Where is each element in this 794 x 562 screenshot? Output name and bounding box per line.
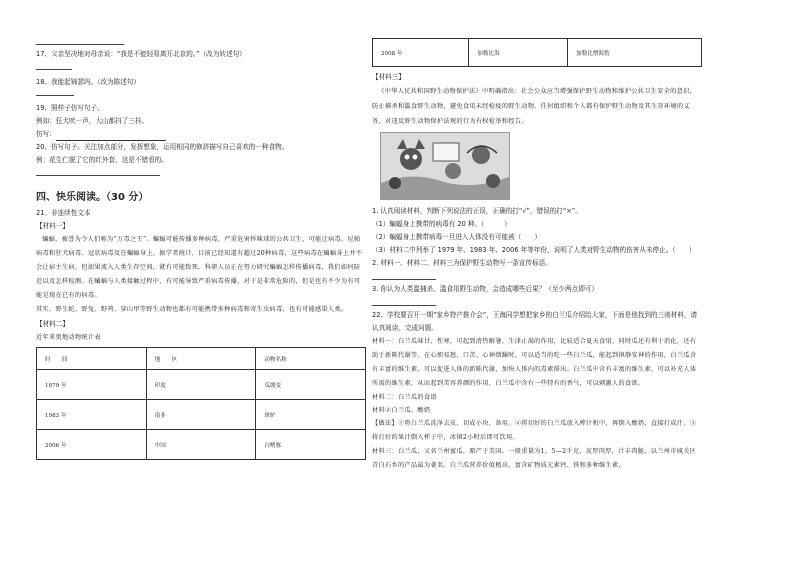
left-column [36,38,366,556]
table-cell: 1983 年 [37,400,147,430]
table-header-row [37,348,366,370]
question-20: 20、仿写句子。关注加点部分，发挥想象，运用相同的修辞描写自己喜欢的一种食物。 [36,143,289,151]
material-1-baelan: 材料一：白兰瓜味甘、性寒，可起到清热解暑、生津止渴的作用，比较适合夏天食用，同时瓜还有利于消化，还有助于新陈代谢等。在心烦易怒、口苦、心神烦躁时，可以适当的吃一些白兰瓜，能起到镇静安神的作用，白兰瓜含有丰富的维生素，可以促进人体的新陈代谢，加快人体内的毒素排出。白兰瓜中含有丰富的维生素，可以补充人体所需的维生素，从而起到美容养颜的作用，白兰瓜中含有一些特有的香气，可以刺激人的食欲。 [372,338,697,387]
extinct-animals-table [36,347,366,460]
question-1-b-text: （2）蝙蝠身上携带病毒一旦进入人体没有可能被 [372,233,515,241]
question-19-example: 例如：狂犬吠一声，大山都抖了三抖。 [36,117,149,125]
question-2: 2. 材料一、材料二、材料三为保护野生动物写一条宣传标语。 [372,259,552,267]
answer-line [372,305,436,306]
question-21: 21、非连续性文本 [36,209,91,217]
question-22: 22、学校要召开一期“家乡特产推介会”，王海同学想把家乡的白兰瓜介绍给大家，下面是他找到的三则材料，请认真阅读、完成问题。 [372,311,698,332]
table-row [37,370,366,400]
right-column [372,38,702,556]
answer-line [36,95,74,96]
question-17: 17、父亲坚决地对母亲说：“我是不能轻易离开北京的。”（改为转述句） [36,50,246,58]
cartoon-illustration-icon [381,133,509,199]
answer-line [36,175,160,176]
question-19-fill [36,128,366,141]
wildlife-illustration [380,132,510,200]
table-row [37,400,366,430]
table-cell: 南非 [146,400,256,430]
table-row [373,39,702,67]
answer-line [36,44,124,45]
material-1-text-2: 其实，野生蛇、野兔、野鸡、穿山甲等野生动物也都有可能携带多种病毒和寄生虫病毒，也有可能感染人类。 [36,306,348,313]
material-3-baelan: 材料三：白兰瓜，又名兰州蜜瓜，原产于美国。一般重量为1，5—2千克，皮厚肉厚，汁丰肉脆，以兰州市城关区青白石乡的产品最为著名。白兰瓜营养价值极高，富含矿物质元素钙、铁和多种维生素， [372,448,697,469]
question-20-example: 例：花生仁脱了它的红外套，这是不错看的。 [36,156,168,164]
fill-label: 仿写： [36,130,56,138]
table-cell: 瓜坡变 [256,370,366,400]
table-header-cell: 时 间 [37,348,147,370]
table-cell: 加勒比海 [469,39,568,67]
question-1: 1. 认真阅读材料，判断下列说法的正误，正确的打“√”，错误的打“×”。 [372,207,582,215]
section-heading: 四、快乐阅读。（30 分） [36,192,149,203]
extinct-animals-table-continued [372,38,702,67]
material-1-text: 蝙蝠，被誉为令人们称为“万毒之王”。蝙蝠可能传播多种病毒，严重危害怀咪球的公共卫生，可能让病毒、尼帕病毒和狂犬病毒、冠状病毒及在蝙蝠身上。据学者统计，目前已经知道有超过20种病毒，这些病毒在蝙蝠身上并不会让宿主生病，但如果流入人类生存空间，就有可能致死。科研人员正在努力研究蝙蝠怎样传播病毒，我们如何防范以及怎样检测。在蝙蝠与人类接触过程中，有可能导致严重病毒传播，对于是非常危险的，但是也有不少为有可能是现在已有的病毒。 [36,236,363,299]
material-1-label: 【材料一】 [36,222,69,230]
question-1-b-blank: （ ） [514,233,542,241]
material-2-method: 【做法】①将白兰瓜洗净去皮、切成小块，备用。②将切好的白兰瓜放入榨汁机中，再倒入酸奶，直接打成汁。③将打好的果汁倒入杯子中，冰镇2小时后即可饮用。 [372,420,697,441]
question-1-c: （3）材料二中列举了 1979 年、1983 年、2006 年等年份，说明了人类对野生动物的伤害从未停止。（ ） [372,246,696,254]
material-3-text: 《中华人民共和国野生动物保护法》中明确指出：社会公众应当增强保护野生动物和维护公共卫生安全的意识，防止捕杀和滥食野生动物，避免食用未经检疫的野生动物。任何组织和个人都有保护野生动物及其生存环境的义务，对违反野生动物保护法规的行为有权检举和控告。 [372,88,697,125]
table-header-cell: 地 区 [146,348,256,370]
answer-line [36,69,72,70]
material-2-label: 【材料二】 [36,320,69,328]
table-row [37,430,366,460]
question-1-b [372,231,702,244]
table-cell: 印度 [146,370,256,400]
answer-line [372,279,436,280]
table-cell: 1979 年 [37,370,147,400]
table-cell: 中国 [146,430,256,460]
material-3-label: 【材料三】 [372,73,405,81]
question-3: 3. 你认为人类滥捕杀、滥食用野生动物，会造成哪些后果？（至少两点即可） [372,285,598,293]
table-caption: 近年来更地动物统计表 [36,334,101,341]
question-19: 19、照样子仿写句子。 [36,104,104,112]
table-header-cell: 动物名称 [256,348,366,370]
table-cell: 白鳍豚 [256,430,366,460]
table-cell: 2006 年 [37,430,147,460]
material-2-ingredients: 材料②白兰瓜、酸奶 [372,407,431,414]
table-cell: 2008 年 [373,39,469,67]
table-cell: 加勒比僧海豹 [568,39,702,67]
question-18: 18、我能起锦瑟吗。（改为陈述句） [36,78,140,86]
question-1-a: （1）蝙蝠身上携带的病毒有 20 种。（ ） [372,220,511,228]
material-2-title: 材料二：白兰瓜的食谱 [372,394,437,401]
answer-line [56,132,166,141]
table-cell: 斑驴 [256,400,366,430]
